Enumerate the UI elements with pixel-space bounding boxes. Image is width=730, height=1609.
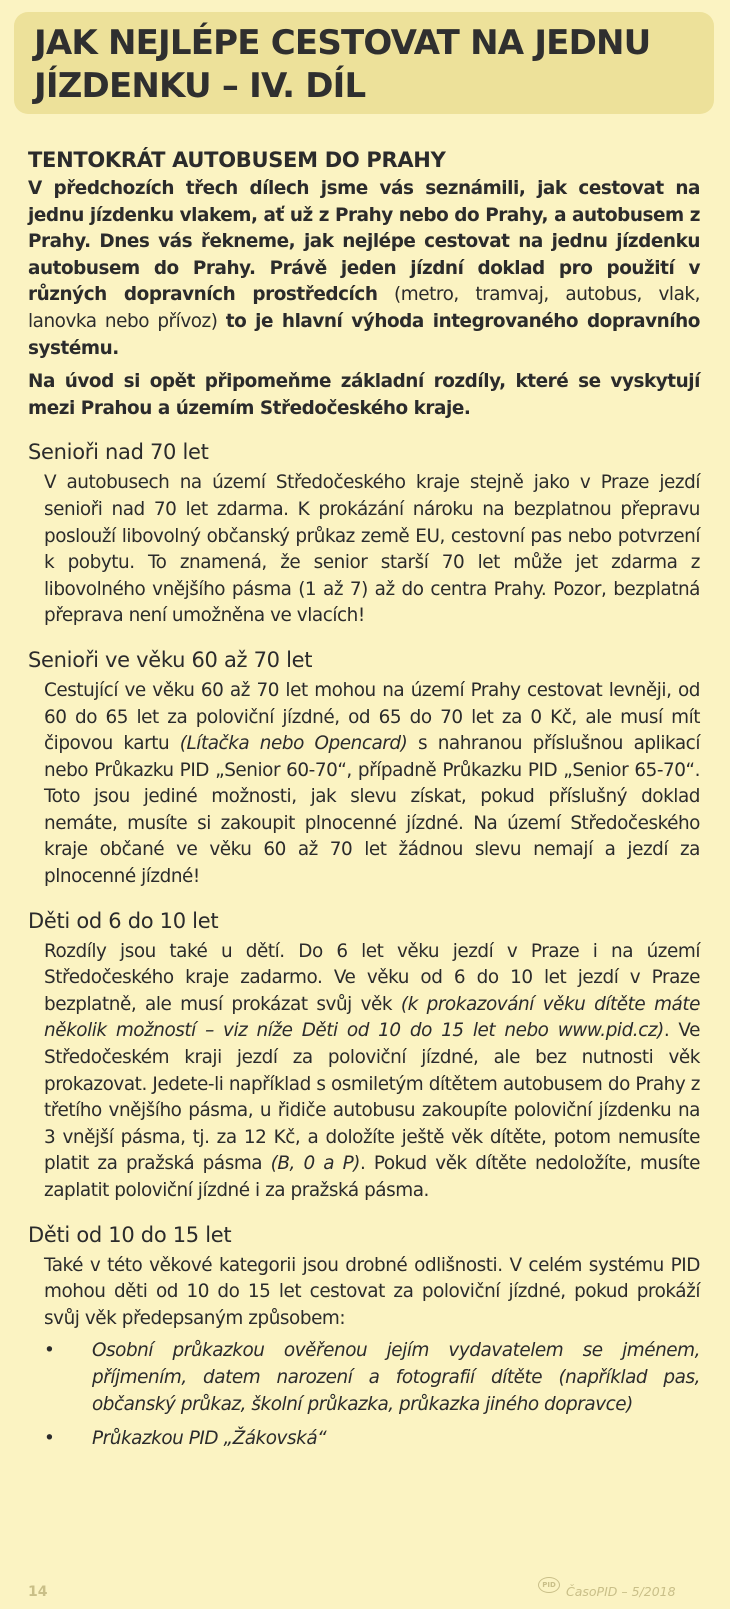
s3-text-italic-a: (k prokazování věku dítěte máte několik možností – viz níže Děti od 10 do 15 let nebo www.pid.cz) (44, 993, 700, 1042)
section-heading-seniors-60-70: Senioři ve věku 60 až 70 let (28, 647, 313, 672)
title-banner (14, 12, 714, 114)
title-line-1: JAK NEJLÉPE CESTOVAT NA JEDNU (34, 23, 651, 63)
s3-text-c: . Pokud věk dítěte nedoložíte, musíte zaplatit poloviční jízdné i za pražská pásma. (44, 1153, 700, 1201)
intro-paragraph-1 (28, 176, 700, 362)
s3-text-italic-b: (B, 0 a P) (270, 1153, 360, 1175)
section-heading-children-6-10: Děti od 6 do 10 let (28, 908, 219, 933)
s2-text-b: s nahranou příslušnou aplikací nebo Průkazku PID „Senior 60-70“, případně Průkazku PID „Senior 65-70“. Toto jsou jediné možnosti, jak slevu získat, pokud příslušný doklad nemáte, musíte si zakoupit plnocenné jízdné. Na území Středočeského kraje občané ve věku 60 až 70 let žádnou slevu nemají a jezdí za plnocenné jízdné! (44, 733, 700, 888)
article-body (28, 146, 700, 1461)
page-title (34, 22, 696, 108)
section-heading-children-10-15: Děti od 10 do 15 let (28, 1222, 232, 1247)
s2-text-a: Cestující ve věku 60 až 70 let mohou na území Prahy cestovat levněji, od 60 do 65 let za poloviční jízdné, od 65 do 70 let za 0 Kč, ale musí mít čipovou kartu (44, 679, 700, 755)
s3-text-a: Rozdíly jsou také u dětí. Do 6 let věku jezdí v Praze i na území Středočeského kraje zadarmo. Ve věku od 6 do 10 let jezdí v Praze bezplatně, ale musí prokázat svůj věk (44, 940, 700, 1015)
list-item (44, 1426, 700, 1453)
intro-text-b: to je hlavní výhoda integrovaného dopravního systému. (28, 310, 700, 359)
section-text-seniors-70: V autobusech na území Středočeského kraje stejně jako v Praze jezdí senioři nad 70 let zdarma. K prokázání nároku na bezplatnou přepravu poslouží libovolný občanský průkaz země EU, cestovní pas nebo potvrzení k pobytu. To znamená, že senior starší 70 let může jet zdarma z libovolného vnějšího pásma (1 až 7) až do centra Prahy. Pozor, bezplatná přeprava není umožněna ve vlacích! (44, 472, 700, 627)
page-number: 14 (28, 1584, 48, 1600)
bullet-icon: • (44, 1340, 55, 1362)
intro-text-a: V předchozích třech dílech jsme vás seznámili, jak cestovat na jednu jízdenku vlakem, ať už z Prahy nebo do Prahy, a autobusem z Prahy. Dnes vás řekneme, jak nejlépe cestovat na jednu jízdenku autobusem do Prahy. Právě jeden jízdní doklad pro použití v různých dopravních prostředcích (28, 178, 700, 306)
intro-text-normal: (metro, tramvaj, autobus, vlak, lanovka nebo přívoz) (28, 284, 700, 332)
section-text-seniors-60-70 (28, 678, 700, 891)
section-text-children-10-15: Také v této věkové kategorii jsou drobné odlišnosti. V celém systému PID mohou děti od 10 do 15 let cestovat za poloviční jízdné, pokud prokáží svůj věk předepsaným způsobem: (44, 1254, 700, 1329)
intro-paragraph-2: Na úvod si opět připomeňme základní rozdíly, které se vyskytují mezi Prahou a územím Středočeského kraje. (28, 371, 700, 419)
bullet-icon: • (44, 1428, 55, 1450)
proof-list (28, 1338, 700, 1452)
section-heading-seniors-70: Senioři nad 70 let (28, 440, 209, 465)
article-subtitle: TENTOKRÁT AUTOBUSEM DO PRAHY (28, 148, 446, 172)
s3-text-b: . Ve Středočeském kraji jezdí za poloviční jízdné, ale bez nutnosti věk prokazovat. Jedete-li například s osmiletým dítětem autobusem do Prahy z třetího vnějšího pásma, u řidiče autobusu zakoupíte poloviční jízdenku na 3 vnější pásma, tj. za 12 Kč, a doložíte ještě věk dítěte, potom nemusíte platit za pražská pásma (44, 1020, 700, 1175)
s2-text-italic: (Lítačka nebo Opencard) (179, 733, 408, 755)
list-item (44, 1338, 700, 1418)
list-item-text: Průkazkou PID „Žákovská“ (92, 1428, 327, 1450)
magazine-issue-text: ČasoPID – 5/2018 (566, 1584, 676, 1599)
title-line-2: JÍZDENKU – IV. DÍL (34, 66, 366, 106)
magazine-issue (540, 1584, 676, 1599)
list-item-text: Osobní průkazkou ověřenou jejím vydavatelem se jménem, příjmením, datem narození a fotografií dítěte (například pas, občanský průkaz, školní průkazka, průkazka jiného dopravce) (92, 1340, 700, 1415)
section-text-children-6-10 (28, 939, 700, 1205)
intro (28, 176, 700, 422)
pid-logo-text: PID (542, 1581, 556, 1589)
